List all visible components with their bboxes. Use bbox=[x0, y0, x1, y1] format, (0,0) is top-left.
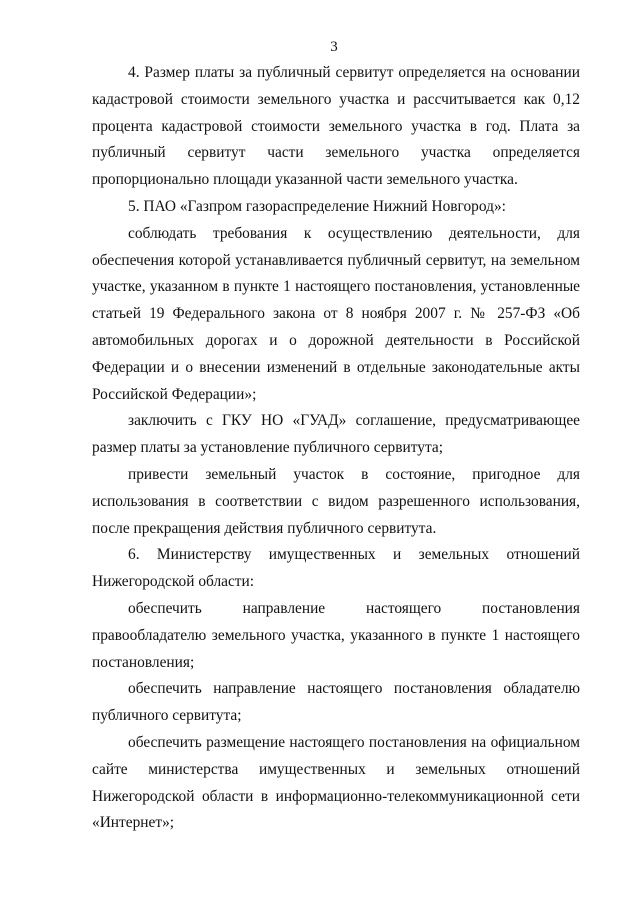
paragraph-gazprom-heading: 5. ПАО «Газпром газораспределение Нижний Новгород»: bbox=[128, 197, 506, 215]
paragraph-send-to-holder: обеспечить направление настоящего постановления обладателю публичного сервитута; bbox=[92, 680, 580, 725]
document-body bbox=[92, 60, 580, 837]
page-number: 3 bbox=[330, 39, 338, 55]
paragraph-publish-online: обеспечить размещение настоящего постановления на официальном сайте министерства имущественных и земельных отношений Нижегородской области в информационно-телекоммуникационной сети «Интернет»; bbox=[92, 733, 580, 832]
paragraph-restore-land: привести земельный участок в состояние, пригодное для использования в соответствии с видом разрешенного использования, после прекращения действия публичного сервитута. bbox=[92, 465, 580, 537]
paragraph-send-to-rightholder: обеспечить направление настоящего постановления правообладателю земельного участка, указанного в пункте 1 настоящего постановления; bbox=[92, 599, 580, 671]
paragraph-comply-requirements: соблюдать требования к осуществлению деятельности, для обеспечения которой устанавливается публичный сервитут, на земельном участке, указанном в пункте 1 настоящего постановления, установленные статьей 19 Федерального закона от 8 ноября 2007 г. № 257-ФЗ «Об автомобильных дорогах и о дорожной деятельности в Российской Федерации и о внесении изменений в отдельные законодательные акты Российской Федерации»; bbox=[92, 224, 580, 403]
paragraph-conclude-agreement: заключить с ГКУ НО «ГУАД» соглашение, предусматривающее размер платы за установление публичного сервитута; bbox=[92, 412, 580, 457]
paragraph-ministry-heading: 6. Министерству имущественных и земельных отношений Нижегородской области: bbox=[92, 546, 580, 591]
paragraph-fee-calculation: 4. Размер платы за публичный сервитут определяется на основании кадастровой стоимости земельного участка и рассчитывается как 0,12 процента кадастровой стоимости земельного участка в год. Плата за публичный сервитут части земельного участка определяется пропорционально площади указанной части земельного участка. bbox=[92, 64, 580, 189]
